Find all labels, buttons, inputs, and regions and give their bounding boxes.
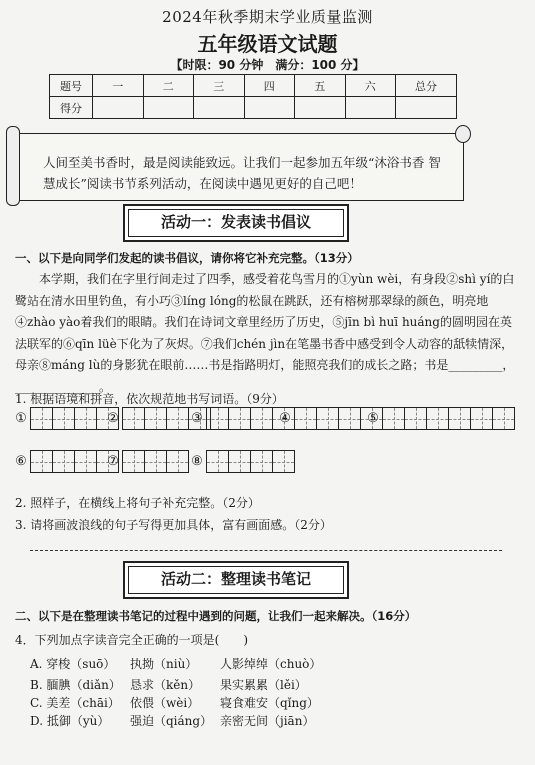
- answer-grid-7[interactable]: [104, 450, 189, 473]
- writing-box[interactable]: [470, 407, 493, 430]
- activity2-title: 活动二：整理读书笔记: [128, 566, 344, 594]
- writing-box[interactable]: [144, 450, 167, 473]
- section1-heading: 一、以下是向同学们发起的读书倡议，请你将它补充完整。（13分）: [15, 251, 359, 265]
- writing-box-group[interactable]: [206, 450, 295, 473]
- scroll-roll-left: [6, 126, 20, 206]
- score-input-cell[interactable]: [143, 97, 194, 119]
- score-input-cell[interactable]: [295, 97, 346, 119]
- score-cell: 六: [345, 75, 396, 97]
- option-b-1[interactable]: B. 腼腆（diǎn）: [30, 678, 121, 692]
- writing-box[interactable]: [206, 407, 229, 430]
- option-b-3: 果实累累（lěi）: [220, 678, 307, 692]
- circle-number: ⑧: [191, 454, 203, 469]
- section2-heading: 二、以下是在整理读书笔记的过程中遇到的问题，让我们一起来解决。（16分）: [15, 609, 417, 623]
- score-table-score-row: [50, 97, 457, 119]
- score-cell: 四: [244, 75, 295, 97]
- writing-box[interactable]: [52, 407, 75, 430]
- writing-box[interactable]: [228, 450, 251, 473]
- score-input-cell[interactable]: [194, 97, 245, 119]
- writing-box[interactable]: [228, 407, 251, 430]
- option-d-1[interactable]: D. 抵御（yù）: [30, 714, 110, 728]
- question-1: 1. 根据语境和拼音，依次规范地书写词语。（9分）: [15, 392, 284, 406]
- score-cell: 二: [143, 75, 194, 97]
- writing-box[interactable]: [52, 450, 75, 473]
- writing-box[interactable]: [294, 407, 317, 430]
- option-a-1[interactable]: A. 穿梭（suō）: [30, 657, 116, 671]
- circle-number: ①: [15, 411, 27, 426]
- answer-grid-6[interactable]: [12, 450, 119, 473]
- time-score-info: 【时限：90 分钟 满分：100 分】: [170, 58, 365, 72]
- scroll-roll-right: [455, 125, 471, 143]
- question-4: 4．下列加点字读音完全正确的一项是( ): [15, 633, 248, 647]
- score-table-header-row: [50, 75, 457, 97]
- score-cell: 三: [194, 75, 245, 97]
- writing-box[interactable]: [30, 450, 53, 473]
- answer-grid-8[interactable]: [188, 450, 295, 473]
- option-c-3: 寝食难安（qǐng）: [220, 696, 319, 710]
- writing-box[interactable]: [166, 450, 189, 473]
- intro-scroll: [12, 133, 464, 201]
- option-a-3: 人影绰绰（chuò）: [220, 657, 322, 671]
- answer-line[interactable]: [30, 550, 502, 551]
- writing-box[interactable]: [30, 407, 53, 430]
- writing-box[interactable]: [74, 407, 97, 430]
- score-cell: 题号: [50, 75, 93, 97]
- option-c-2: 依偎（wèi）: [130, 696, 200, 710]
- question-3: 3. 请将画波浪线的句子写得更加具体，富有画面感。（2分）: [15, 518, 332, 532]
- answer-grid-5[interactable]: [364, 407, 515, 430]
- reading-passage: [15, 269, 515, 398]
- intro-text: 人间至美书香时，最是阅读能致远。让我们一起参加五年级“沐浴书香 智慧成长”阅读书节系列活动，在阅读中遇见更好的自己吧！: [43, 155, 441, 191]
- circle-number: ③: [191, 411, 203, 426]
- score-cell: 得分: [50, 97, 93, 119]
- writing-box-group[interactable]: [382, 407, 515, 430]
- circle-number: ⑥: [15, 454, 27, 469]
- score-input-cell[interactable]: [345, 97, 396, 119]
- circle-number: ⑦: [107, 454, 119, 469]
- circle-number: ④: [279, 411, 291, 426]
- exam-title: 2024年秋季期末学业质量监测: [162, 8, 373, 26]
- option-d-2: 强迫（qiáng）: [130, 714, 213, 728]
- option-b-2: 恳求（kěn）: [130, 678, 201, 692]
- subject-title: 五年级语文试题: [197, 32, 338, 56]
- activity1-title: 活动一：发表读书倡议: [128, 209, 344, 237]
- writing-box[interactable]: [382, 407, 405, 430]
- option-c-1[interactable]: C. 美差（chāi）: [30, 696, 120, 710]
- writing-box[interactable]: [144, 407, 167, 430]
- score-cell: 五: [295, 75, 346, 97]
- circle-number: ⑤: [367, 411, 379, 426]
- writing-box[interactable]: [250, 450, 273, 473]
- writing-box[interactable]: [316, 407, 339, 430]
- circle-number: ②: [107, 411, 119, 426]
- writing-box-group[interactable]: [122, 450, 189, 473]
- answer-grid-1[interactable]: [12, 407, 119, 430]
- writing-box[interactable]: [250, 407, 273, 430]
- score-cell: 总分: [396, 75, 457, 97]
- score-input-cell[interactable]: [244, 97, 295, 119]
- score-cell: 一: [93, 75, 144, 97]
- writing-box[interactable]: [122, 407, 145, 430]
- writing-box[interactable]: [74, 450, 97, 473]
- writing-box[interactable]: [122, 450, 145, 473]
- option-d-3: 亲密无间（jiān）: [220, 714, 315, 728]
- writing-box[interactable]: [492, 407, 515, 430]
- writing-box[interactable]: [404, 407, 427, 430]
- writing-box[interactable]: [166, 407, 189, 430]
- score-input-cell[interactable]: [93, 97, 144, 119]
- passage-text: 本学期，我们在字里行间走过了四季，感受着花鸟雪月的①yùn wèi，有身段②shì yí的白鹭站在清水田里钓鱼，有小巧③líng lóng的松鼠在跳跃，还有榕树那翠绿的颜色，明亮地④zhào yào着我们的眼睛。我们在诗词文章里经历了历史，⑤jīn bì huī huáng的圆明园在英法联军的⑥qīn lüè下化为了灰烬。⑦我们chén jìn在笔墨书香中感受到令人动容的舐犊情深，母亲⑧máng lù的身影犹在眼前……书是指路明灯，能照亮我们的成长之路；书是_________，______________。: [15, 272, 515, 394]
- activity1-banner: [123, 204, 349, 242]
- writing-box[interactable]: [448, 407, 471, 430]
- writing-box[interactable]: [338, 407, 361, 430]
- option-a-2: 执拗（niù）: [130, 657, 198, 671]
- activity2-banner: [123, 561, 349, 599]
- score-table: [49, 74, 457, 119]
- question-2: 2. 照样子，在横线上将句子补充完整。（2分）: [15, 496, 260, 510]
- writing-box[interactable]: [426, 407, 449, 430]
- score-input-cell[interactable]: [396, 97, 457, 119]
- writing-box[interactable]: [206, 450, 229, 473]
- writing-box[interactable]: [272, 450, 295, 473]
